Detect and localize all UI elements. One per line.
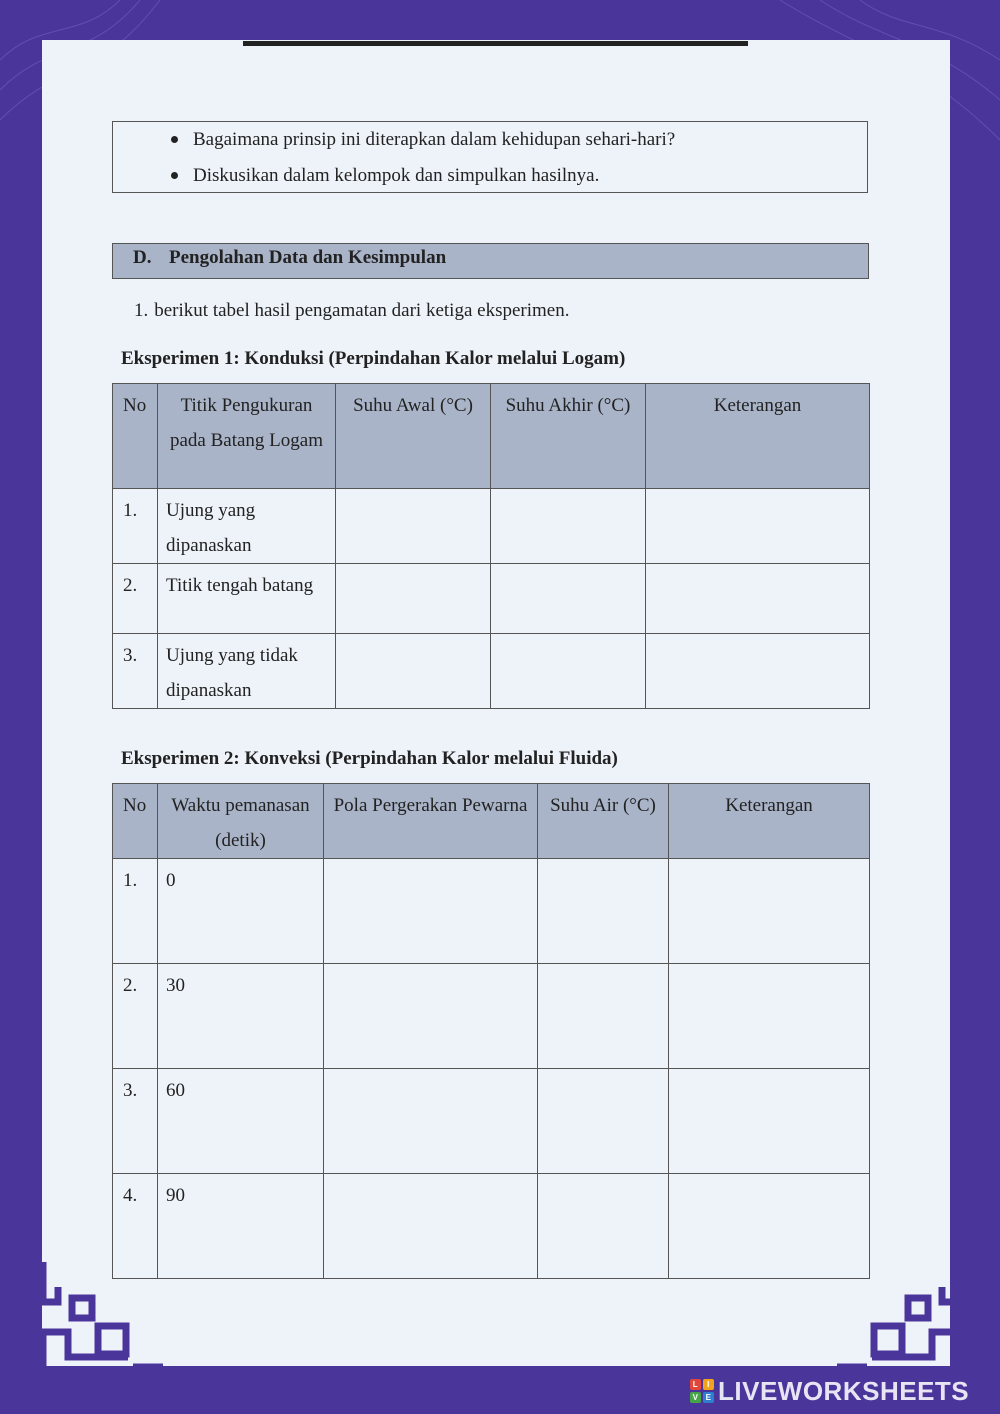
final-temp-cell[interactable] — [491, 634, 646, 709]
heating-time-cell: 60 — [158, 1069, 324, 1174]
logo-letter: E — [703, 1392, 714, 1403]
bullet-dot-icon — [171, 172, 178, 179]
discussion-box — [112, 121, 868, 193]
section-letter: D. — [133, 247, 152, 268]
dye-pattern-cell[interactable] — [324, 964, 538, 1069]
bullet-item — [193, 122, 867, 158]
water-temp-cell[interactable] — [538, 859, 669, 964]
notes-cell[interactable] — [669, 1069, 870, 1174]
top-bar — [243, 41, 748, 46]
final-temp-cell[interactable] — [491, 564, 646, 634]
heating-time-cell: 90 — [158, 1174, 324, 1279]
bullet-dot-icon — [171, 136, 178, 143]
table-row — [113, 634, 870, 709]
notes-cell[interactable] — [646, 489, 870, 564]
notes-cell[interactable] — [646, 564, 870, 634]
water-temp-cell[interactable] — [538, 1069, 669, 1174]
logo-letter: L — [690, 1379, 701, 1390]
notes-cell[interactable] — [669, 859, 870, 964]
water-temp-cell[interactable] — [538, 964, 669, 1069]
experiment-1-title: Eksperimen 1: Konduksi (Perpindahan Kalor melalui Logam) — [121, 348, 626, 369]
experiment-2-title: Eksperimen 2: Konveksi (Perpindahan Kalor melalui Fluida) — [121, 748, 618, 769]
notes-cell[interactable] — [646, 634, 870, 709]
dye-pattern-cell[interactable] — [324, 859, 538, 964]
corner-ornament-left — [38, 1262, 168, 1372]
brand-text: LIVEWORKSHEETS — [718, 1375, 970, 1406]
table-row — [113, 1069, 870, 1174]
table-row — [113, 859, 870, 964]
table-row — [113, 489, 870, 564]
measure-point-cell: Ujung yang tidak dipanaskan — [158, 634, 336, 709]
row-number: 3. — [113, 1069, 158, 1174]
instruction-text: berikut tabel hasil pengamatan dari ketiga eksperimen. — [154, 300, 570, 321]
bullet-list — [113, 122, 867, 194]
initial-temp-cell[interactable] — [336, 489, 491, 564]
bullet-text: Bagaimana prinsip ini diterapkan dalam kehidupan sehari-hari? — [193, 129, 676, 150]
section-title: Pengolahan Data dan Kesimpulan — [169, 247, 447, 268]
measure-point-cell: Ujung yang dipanaskan — [158, 489, 336, 564]
liveworksheets-logo-icon — [690, 1379, 714, 1403]
logo-letter: V — [690, 1392, 701, 1403]
dye-pattern-cell[interactable] — [324, 1174, 538, 1279]
bullet-item — [193, 158, 867, 194]
header-no: No — [113, 784, 158, 859]
header-notes: Keterangan — [669, 784, 870, 859]
section-header — [112, 243, 869, 279]
table-header-row — [113, 784, 870, 859]
header-initial-temp: Suhu Awal (°C) — [336, 384, 491, 489]
dye-pattern-cell[interactable] — [324, 1069, 538, 1174]
experiment-2-table — [112, 783, 870, 1279]
instruction-item — [134, 300, 569, 322]
header-heating-time: Waktu pemanasan (detik) — [158, 784, 324, 859]
measure-point-cell: Titik tengah batang — [158, 564, 336, 634]
table-row — [113, 564, 870, 634]
water-temp-cell[interactable] — [538, 1174, 669, 1279]
row-number: 2. — [113, 964, 158, 1069]
row-number: 1. — [113, 489, 158, 564]
header-no: No — [113, 384, 158, 489]
final-temp-cell[interactable] — [491, 489, 646, 564]
header-water-temp: Suhu Air (°C) — [538, 784, 669, 859]
row-number: 1. — [113, 859, 158, 964]
header-measure-point: Titik Pengukuran pada Batang Logam — [158, 384, 336, 489]
initial-temp-cell[interactable] — [336, 564, 491, 634]
row-number: 2. — [113, 564, 158, 634]
liveworksheets-brand[interactable] — [690, 1376, 969, 1406]
header-notes: Keterangan — [646, 384, 870, 489]
logo-letter: I — [703, 1379, 714, 1390]
corner-ornament-right — [832, 1262, 962, 1372]
header-dye-pattern: Pola Pergerakan Pewarna — [324, 784, 538, 859]
notes-cell[interactable] — [669, 964, 870, 1069]
experiment-1-table — [112, 383, 870, 709]
table-row — [113, 964, 870, 1069]
initial-temp-cell[interactable] — [336, 634, 491, 709]
table-header-row — [113, 384, 870, 489]
instruction-number: 1. — [134, 300, 149, 321]
bullet-text: Diskusikan dalam kelompok dan simpulkan hasilnya. — [193, 165, 600, 186]
heating-time-cell: 0 — [158, 859, 324, 964]
header-final-temp: Suhu Akhir (°C) — [491, 384, 646, 489]
table-row — [113, 1174, 870, 1279]
row-number: 3. — [113, 634, 158, 709]
heating-time-cell: 30 — [158, 964, 324, 1069]
row-number: 4. — [113, 1174, 158, 1279]
